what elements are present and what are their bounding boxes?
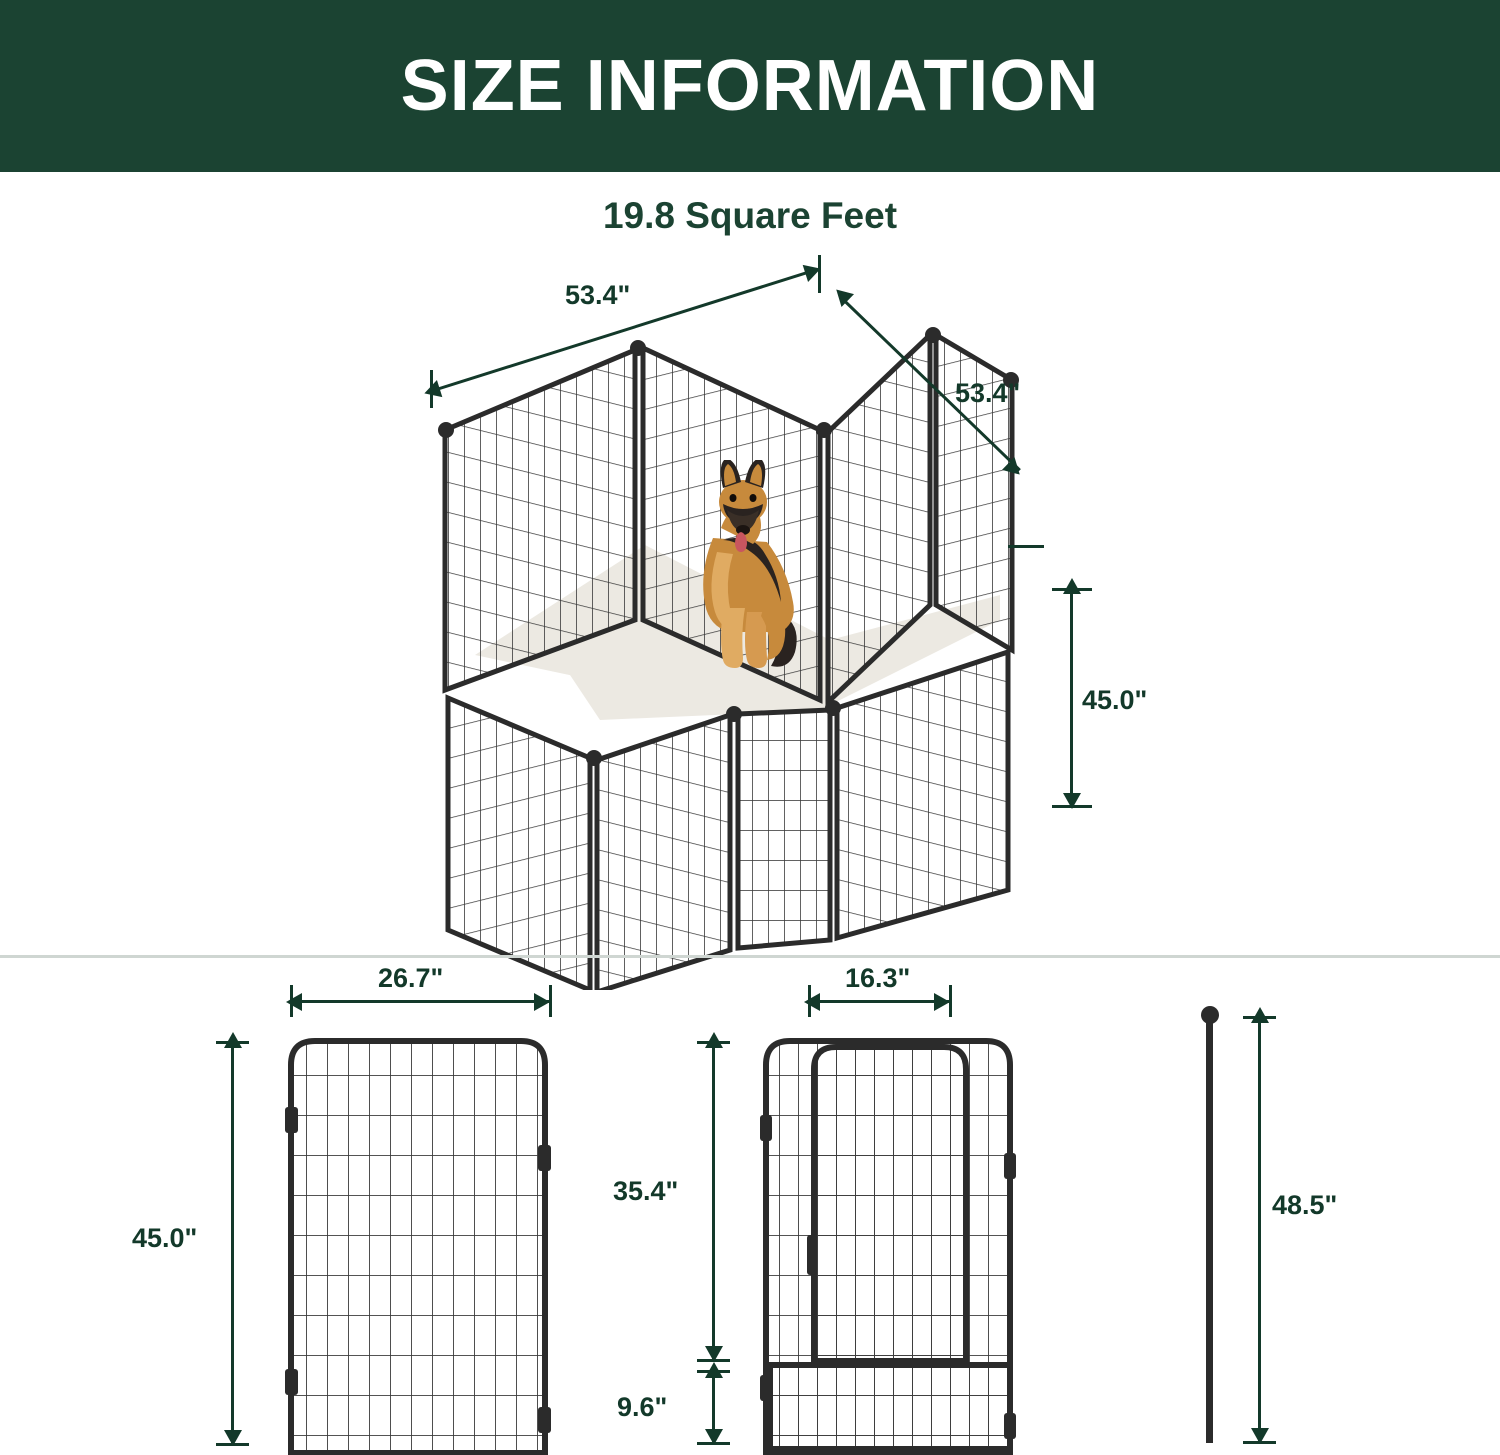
arrow-panel-width-right: [534, 993, 550, 1011]
label-door-height: 35.4": [613, 1176, 679, 1206]
tick-panel-width-left: [290, 985, 293, 1017]
dim-line-stake-length: [1258, 1018, 1261, 1443]
door-panel-svg: [760, 1035, 1020, 1455]
tick-door-width-right: [949, 985, 952, 1017]
tick-iso-depth-end: [1008, 545, 1044, 548]
tick-stake-bottom: [1243, 1441, 1276, 1444]
tick-door-width-left: [808, 985, 811, 1017]
label-iso-width: 53.4": [565, 280, 631, 310]
dim-line-panel-width: [292, 1000, 550, 1003]
tick-panel-height-top: [216, 1041, 249, 1044]
tick-door-height-top: [697, 1041, 730, 1044]
label-panel-height: 45.0": [132, 1223, 198, 1253]
dim-line-door-height: [712, 1043, 715, 1361]
arrow-panel-height-top: [224, 1032, 242, 1048]
dim-line-door-width: [810, 1000, 950, 1003]
arrow-iso-height-top: [1063, 578, 1081, 594]
tick-door-bottom-bottom: [697, 1442, 730, 1445]
tick-door-bottom-top: [697, 1370, 730, 1373]
arrow-door-width-right: [934, 993, 950, 1011]
dim-line-panel-height: [231, 1043, 234, 1445]
section-divider: [0, 955, 1500, 958]
label-stake-length: 48.5": [1272, 1190, 1338, 1220]
single-panel-svg: [285, 1035, 585, 1455]
tick-stake-top: [1243, 1016, 1276, 1019]
page-title: SIZE INFORMATION: [400, 46, 1100, 126]
tick-iso-width-left: [430, 370, 433, 408]
arrow-door-height-top: [705, 1032, 723, 1048]
arrow-door-width-left: [804, 993, 820, 1011]
dim-line-iso-height: [1070, 590, 1073, 808]
area-subtitle: 19.8 Square Feet: [602, 195, 898, 236]
label-iso-height: 45.0": [1082, 685, 1148, 715]
label-door-bottom: 9.6": [617, 1392, 668, 1422]
tick-panel-width-right: [549, 985, 552, 1017]
tick-iso-height-top: [1052, 588, 1092, 591]
stake-svg: [1190, 1005, 1230, 1445]
label-door-width: 16.3": [845, 963, 911, 993]
label-iso-depth: 53.4": [955, 378, 1021, 408]
arrow-panel-width-left: [286, 993, 302, 1011]
tick-panel-height-bottom: [216, 1443, 249, 1446]
header-banner: [0, 0, 1500, 172]
tick-iso-height-bottom: [1052, 805, 1092, 808]
arrow-stake-top: [1251, 1007, 1269, 1023]
tick-iso-width-right: [818, 255, 821, 293]
dog-illustration: [665, 460, 815, 670]
label-panel-width: 26.7": [378, 963, 444, 993]
